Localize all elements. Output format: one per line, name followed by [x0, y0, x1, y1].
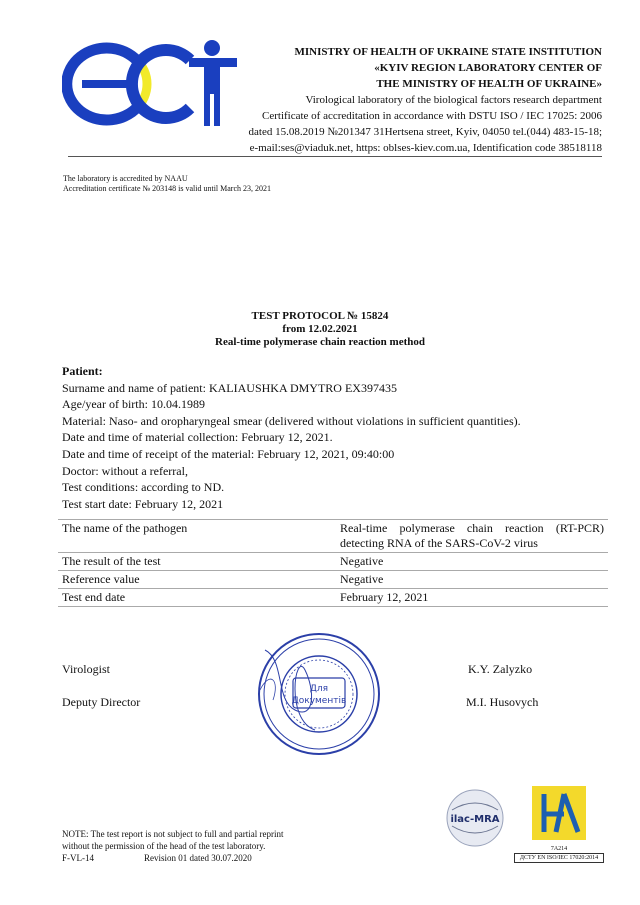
- protocol-date: from 12.02.2021: [282, 323, 358, 335]
- note-line-2: without the permission of the head of the test laboratory.: [62, 841, 266, 851]
- test-start-date: Test start date: February 12, 2021: [62, 496, 224, 511]
- row-label: Test end date: [58, 589, 336, 607]
- director-name: M.I. Husovych: [466, 695, 539, 709]
- row-label: The name of the pathogen: [58, 520, 336, 553]
- row-value: Negative: [336, 571, 608, 589]
- protocol-title-block: [0, 310, 640, 349]
- receipt-date: Date and time of receipt of the material: February 12, 2021, 09:40:00: [62, 446, 395, 461]
- org-line-3: THE MINISTRY OF HEALTH OF UKRAINE»: [376, 78, 602, 90]
- accreditation-note: [63, 174, 271, 194]
- official-stamp: [255, 630, 383, 758]
- patient-birth: Age/year of birth: 10.04.1989: [62, 397, 205, 412]
- virologist-name: K.Y. Zalyzko: [468, 662, 533, 676]
- svg-text:Документів: Документів: [291, 696, 347, 706]
- note-line-1: NOTE: The test report is not subject to full and partial reprint: [62, 829, 284, 839]
- accreditation-line-1: The laboratory is accredited by NAAU: [63, 174, 188, 183]
- department: Virological laboratory of the biological factors research department: [305, 94, 602, 106]
- certificate-line-2: dated 15.08.2019 №201347 31Hertsena street, Kyiv, 04050 tel.(044) 483-15-18;: [248, 126, 602, 138]
- row-label: The result of the test: [58, 553, 336, 571]
- institution-header: [202, 44, 602, 156]
- accreditation-line-2: Accreditation certificate № 203148 is valid until March 23, 2021: [63, 184, 272, 193]
- test-conditions: Test conditions: according to ND.: [62, 480, 225, 495]
- header-divider: [68, 156, 602, 157]
- patient-name: Surname and name of patient: KALIAUSHKA DMYTRO EX397435: [62, 380, 397, 395]
- ua-standard: ДСТУ EN ISO/IEC 17020:2014: [514, 853, 604, 863]
- virologist-role: Virologist: [62, 662, 110, 676]
- svg-text:ilac-MRA: ilac-MRA: [450, 814, 500, 825]
- row-value: Negative: [336, 553, 608, 571]
- contact-line: e-mail:ses@viaduk.net, https: oblses-kiev.com.ua, Identification code 38518118: [249, 142, 602, 154]
- row-label: Reference value: [58, 571, 336, 589]
- org-line-2: «KYIV REGION LABORATORY CENTER OF: [374, 62, 602, 74]
- certificate-line-1: Certificate of accreditation in accordance with DSTU ISO / IEC 17025: 2006: [262, 110, 602, 122]
- collection-date: Date and time of material collection: February 12, 2021.: [62, 430, 333, 445]
- patient-section: [62, 363, 622, 512]
- table-row: [58, 553, 608, 571]
- ilac-mra-logo: [442, 788, 508, 848]
- doctor: Doctor: without a referral,: [62, 463, 188, 478]
- ua-accreditation-icon: [514, 786, 604, 840]
- ua-accreditation-badge: [514, 786, 604, 866]
- protocol-method: Real-time polymerase chain reaction method: [215, 336, 425, 348]
- results-table: [58, 519, 608, 607]
- table-row: [58, 520, 608, 553]
- form-code: F-VL-14: [62, 853, 94, 863]
- footer-note: [62, 828, 284, 864]
- table-row: [58, 589, 608, 607]
- protocol-title: TEST PROTOCOL № 15824: [251, 310, 389, 322]
- svg-text:Для: Для: [309, 684, 329, 694]
- org-line-1: MINISTRY OF HEALTH OF UKRAINE STATE INSTITUTION: [294, 46, 602, 58]
- table-row: [58, 571, 608, 589]
- row-value: February 12, 2021: [336, 589, 608, 607]
- ua-code: 7А214: [550, 846, 568, 852]
- patient-heading: Patient:: [62, 364, 103, 378]
- director-role: Deputy Director: [62, 695, 141, 709]
- patient-material: Material: Naso- and oropharyngeal smear (delivered without violations in sufficient quantities).: [62, 413, 521, 428]
- row-value: Real-time polymerase chain reaction (RT-PCR) detecting RNA of the SARS-CoV-2 virus: [336, 520, 608, 553]
- revision: Revision 01 dated 30.07.2020: [144, 853, 252, 863]
